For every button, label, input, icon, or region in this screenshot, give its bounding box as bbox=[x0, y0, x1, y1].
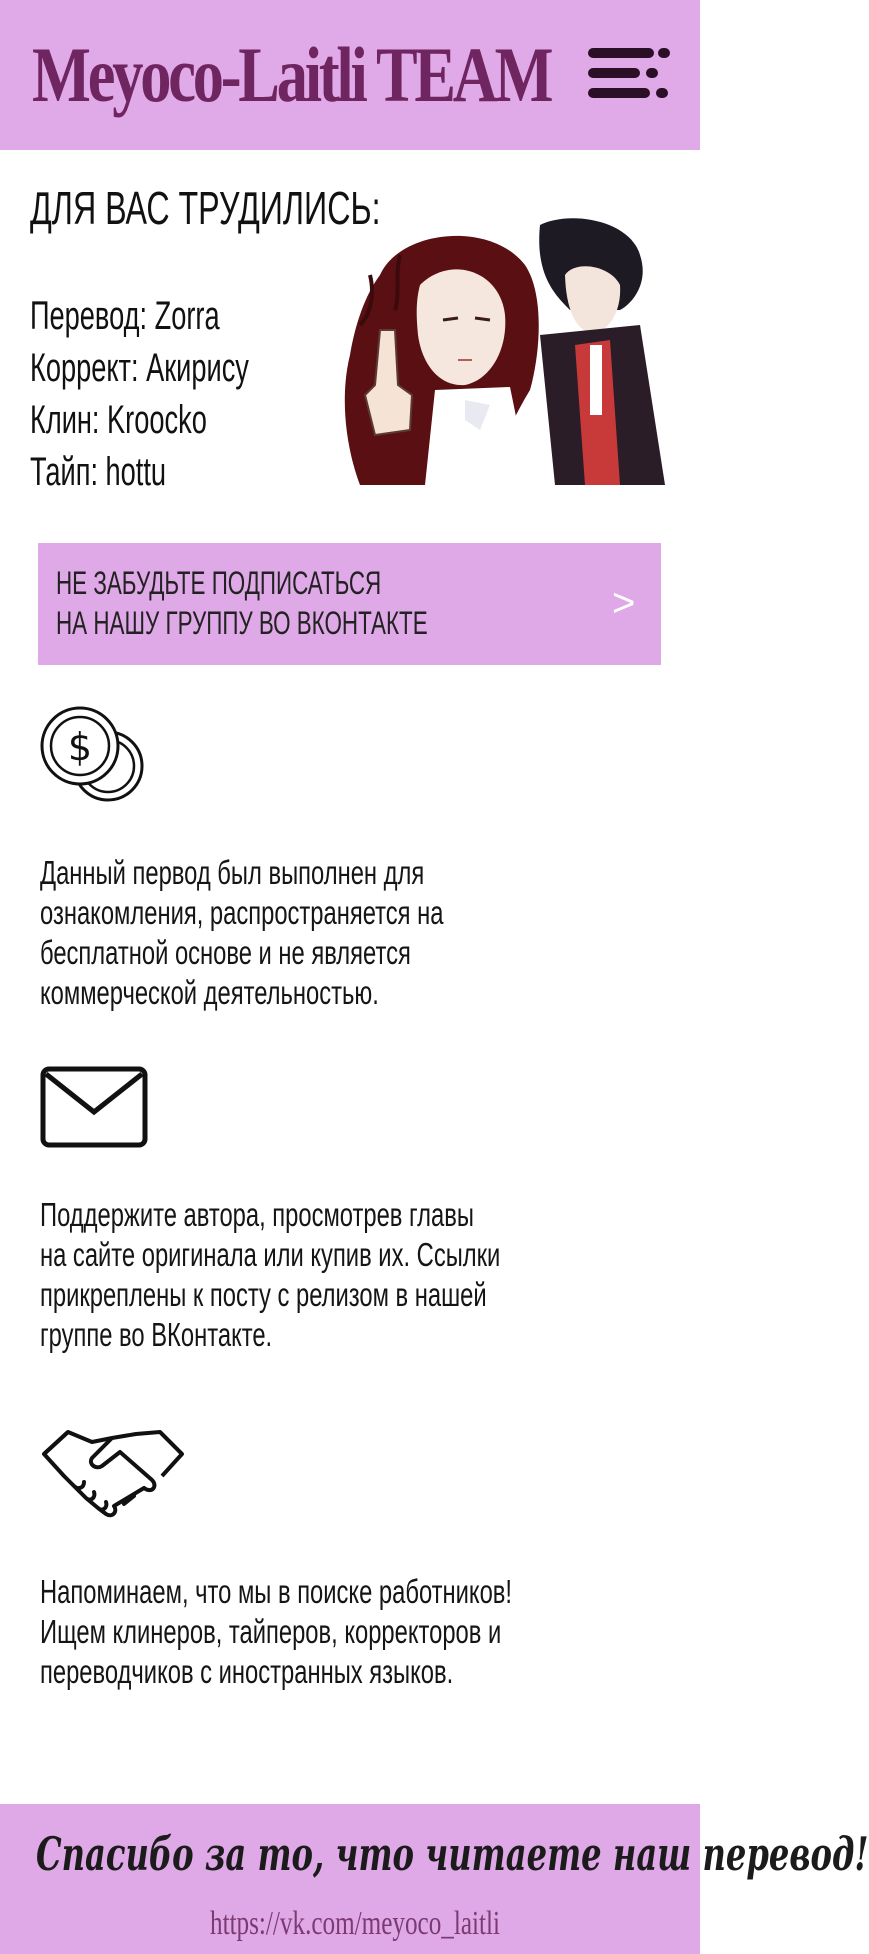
chevron-right-icon: > bbox=[612, 581, 636, 625]
menu-button[interactable] bbox=[588, 48, 670, 106]
vk-subscribe-banner[interactable] bbox=[38, 543, 661, 665]
handshake-icon bbox=[40, 1420, 186, 1520]
credit-translator: Перевод: Zorra bbox=[30, 294, 220, 338]
disclaimer-line: коммерческой деятельностью. bbox=[40, 974, 379, 1011]
envelope-icon bbox=[40, 1066, 148, 1148]
credit-typesetter: Тайп: hottu bbox=[30, 450, 167, 494]
credit-cleaner: Клин: Kroocko bbox=[30, 398, 207, 442]
brand-title[interactable]: Meyoco-Laitli TEAM bbox=[32, 31, 551, 118]
disclaimer-text bbox=[40, 853, 443, 1013]
credit-proofreader: Коррект: Акирису bbox=[30, 346, 249, 390]
support-line: на сайте оригинала или купив их. Ссылки bbox=[40, 1236, 501, 1273]
support-author-text bbox=[40, 1195, 500, 1355]
manga-characters-illustration bbox=[340, 215, 665, 485]
support-line: прикреплены к посту с релизом в нашей bbox=[40, 1276, 487, 1313]
vk-group-link[interactable]: https://vk.com/meyoco_laitli bbox=[210, 1905, 501, 1942]
recruitment-line: Ищем клинеров, тайперов, корректоров и bbox=[40, 1613, 502, 1650]
disclaimer-line: ознакомления, распространяется на bbox=[40, 894, 444, 931]
footer-bar bbox=[0, 1804, 869, 1954]
banner-line-1: НЕ ЗАБУДЬТЕ ПОДПИСАТЬСЯ bbox=[56, 565, 382, 601]
coins-icon bbox=[36, 702, 148, 814]
recruitment-line: переводчиков с иностранных языков. bbox=[40, 1653, 454, 1690]
recruitment-line: Напоминаем, что мы в поиске работников! bbox=[40, 1573, 513, 1610]
thanks-message: Спасибо за то, что читаете наш перевод! bbox=[36, 1827, 869, 1881]
support-line: группе во ВКонтакте. bbox=[40, 1316, 273, 1353]
credits-title: ДЛЯ ВАС ТРУДИЛИСЬ: bbox=[30, 182, 381, 234]
support-line: Поддержите автора, просмотрев главы bbox=[40, 1196, 474, 1233]
disclaimer-line: Данный первод был выполнен для bbox=[40, 854, 425, 891]
credits-list bbox=[30, 290, 352, 498]
banner-line-2: НА НАШУ ГРУППУ ВО ВКОНТАКТЕ bbox=[56, 605, 428, 641]
svg-text:$: $ bbox=[67, 725, 93, 769]
header-bar bbox=[0, 0, 700, 150]
recruitment-text bbox=[40, 1572, 512, 1692]
disclaimer-line: бесплатной основе и не является bbox=[40, 934, 411, 971]
